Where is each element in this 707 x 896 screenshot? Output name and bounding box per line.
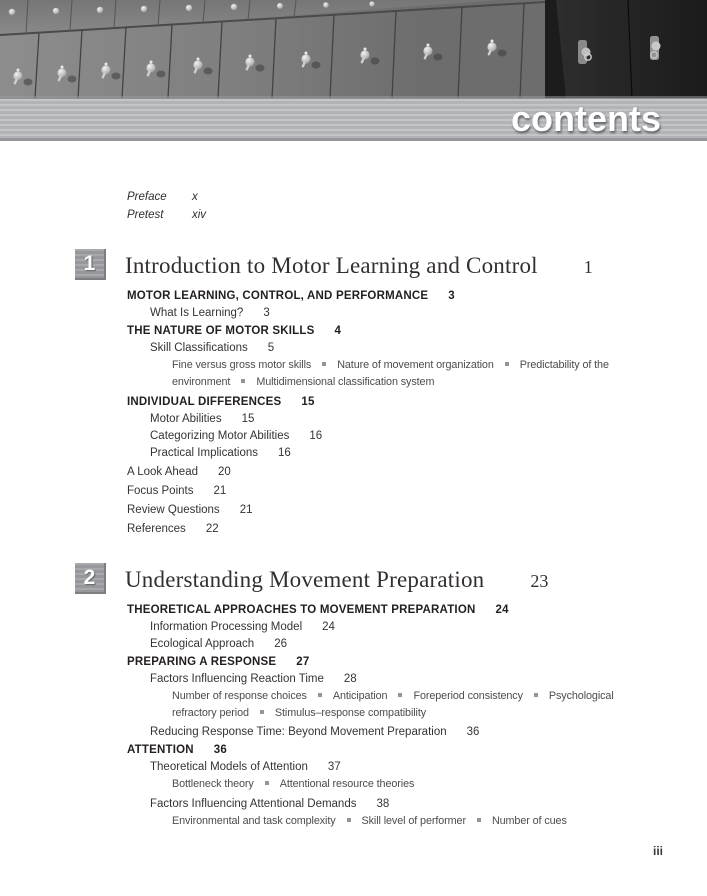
bullet-square-icon xyxy=(318,693,322,697)
chapter-title: Introduction to Motor Learning and Control xyxy=(125,253,538,278)
toc-entry-page: 16 xyxy=(309,430,323,442)
toc-topics-row xyxy=(172,357,624,390)
toc-section-row xyxy=(127,744,665,756)
toc-plain-row xyxy=(127,523,665,535)
toc-entry-label: Categorizing Motor Abilities xyxy=(150,430,290,442)
chapter-block xyxy=(75,563,665,829)
toc-subsection-row xyxy=(150,621,665,633)
topic-item: Predictability of the environment xyxy=(172,359,609,388)
topic-item: Fine versus gross motor skills xyxy=(172,359,312,371)
toc-subsection-row xyxy=(150,638,665,650)
toc-subsection-row xyxy=(150,726,665,738)
bullet-square-icon xyxy=(398,693,402,697)
chapter-heading xyxy=(75,249,665,282)
toc-entry-page: 4 xyxy=(334,325,342,337)
topic-item: Number of response choices xyxy=(172,690,307,702)
bullet-square-icon xyxy=(322,362,326,366)
toc-entry-page: 37 xyxy=(327,761,341,773)
chapter-block xyxy=(75,249,665,535)
topic-item: Foreperiod consistency xyxy=(413,690,523,702)
bullet-square-icon xyxy=(241,379,245,383)
toc-entry-page: 3 xyxy=(448,290,455,302)
toc-section-row xyxy=(127,396,665,408)
toc-entry-label: MOTOR LEARNING, CONTROL, AND PERFORMANCE xyxy=(127,290,429,302)
toc-section-row xyxy=(127,290,665,302)
topic-item: Nature of movement organization xyxy=(337,359,494,371)
topic-item: Number of cues xyxy=(491,814,567,827)
toc-entry-label: Focus Points xyxy=(127,485,194,497)
topic-item: Environmental and task complexity xyxy=(172,814,336,827)
toc-topics-row xyxy=(172,813,624,830)
topic-item: Anticipation xyxy=(332,690,388,702)
chapter-page-number: 1 xyxy=(583,257,593,277)
chapter-title: Understanding Movement Preparation xyxy=(125,567,485,592)
toc-entry-label: Reducing Response Time: Beyond Movement Preparation xyxy=(150,726,447,738)
toc-subsection-row xyxy=(150,342,665,354)
toc-entry-page: 28 xyxy=(343,673,357,685)
front-matter-row xyxy=(127,209,665,221)
toc-plain-row xyxy=(127,466,665,478)
toc-subsection-row xyxy=(150,430,665,442)
chapter-number-badge: 1 xyxy=(75,249,106,280)
toc-entry-page: 21 xyxy=(213,485,227,497)
toc-entry-page: 15 xyxy=(301,396,315,408)
toc-entry-label: ATTENTION xyxy=(127,744,194,756)
chapter-entries xyxy=(127,290,665,535)
toc-entry-label: PREPARING A RESPONSE xyxy=(127,656,277,668)
bullet-square-icon xyxy=(477,818,481,822)
toc-entry-page: 24 xyxy=(495,604,509,616)
chapter-heading xyxy=(75,563,665,596)
toc-subsection-row xyxy=(150,307,665,319)
toc-entry-page: 3 xyxy=(263,307,270,319)
toc-entry-label: Factors Influencing Attentional Demands xyxy=(150,797,357,810)
toc-topics-row xyxy=(172,688,624,721)
toc-entry-label: THEORETICAL APPROACHES TO MOVEMENT PREPARATION xyxy=(127,604,476,616)
chapter-list xyxy=(75,249,665,829)
toc-entry-label: A Look Ahead xyxy=(127,466,198,478)
toc-subsection-row xyxy=(150,447,665,459)
front-matter-page: x xyxy=(192,191,198,203)
chapter-number-badge: 2 xyxy=(75,563,106,594)
toc-entry-label: Factors Influencing Reaction Time xyxy=(150,673,324,685)
toc-entry-page: 27 xyxy=(296,656,310,668)
page-title: contents xyxy=(510,98,661,139)
topic-item: Stimulus–response compatibility xyxy=(274,706,427,719)
toc-entry-page: 20 xyxy=(217,466,231,478)
front-matter-page: xiv xyxy=(192,209,207,221)
toc-entry-label: Information Processing Model xyxy=(150,621,303,633)
topic-item: Skill level of performer xyxy=(361,814,466,827)
toc-subsection-row xyxy=(150,413,665,425)
toc-topics-row xyxy=(172,776,624,793)
toc-entry-page: 38 xyxy=(376,797,390,810)
toc-entry-label: Practical Implications xyxy=(150,447,259,459)
toc-entry-label: Review Questions xyxy=(127,504,220,516)
toc-entry-label: Skill Classifications xyxy=(150,342,248,354)
toc-entry-page: 26 xyxy=(274,638,288,650)
toc-entry-page: 16 xyxy=(278,447,291,459)
toc-entry-page: 24 xyxy=(322,621,335,633)
chapter-entries xyxy=(127,604,665,829)
toc-entry-label: Motor Abilities xyxy=(150,413,222,425)
front-matter xyxy=(127,191,665,221)
front-matter-row xyxy=(127,191,665,203)
topic-item: Psychological refractory period xyxy=(172,690,614,719)
topic-item: Attentional resource theories xyxy=(279,778,415,790)
topic-item: Multidimensional classification system xyxy=(256,375,435,388)
toc-subsection-row xyxy=(150,798,665,810)
toc-entry-page: 21 xyxy=(239,504,253,516)
toc-plain-row xyxy=(127,504,665,516)
toc-entry-page: 15 xyxy=(241,413,255,425)
bullet-square-icon xyxy=(534,693,538,697)
toc-section-row xyxy=(127,656,665,668)
toc-section-row xyxy=(127,325,665,337)
front-matter-label: Pretest xyxy=(127,209,164,221)
chapter-page-number: 23 xyxy=(530,571,549,591)
toc-subsection-row xyxy=(150,761,665,773)
toc-entry-label: Theoretical Models of Attention xyxy=(150,761,308,773)
bullet-square-icon xyxy=(265,781,269,785)
folio-page-number: iii xyxy=(652,844,663,858)
topic-item: Bottleneck theory xyxy=(172,778,254,790)
lockers-photo xyxy=(0,0,707,98)
front-matter-label: Preface xyxy=(127,191,167,203)
bullet-square-icon xyxy=(347,818,351,822)
toc-entry-label: THE NATURE OF MOTOR SKILLS xyxy=(127,325,315,337)
toc-entry-page: 22 xyxy=(205,523,219,535)
bullet-square-icon xyxy=(260,710,264,714)
toc-entry-label: INDIVIDUAL DIFFERENCES xyxy=(127,396,282,408)
toc-entry-label: What Is Learning? xyxy=(150,307,244,319)
contents-banner xyxy=(0,98,707,141)
toc-entry-page: 36 xyxy=(466,726,480,738)
toc-entry-page: 36 xyxy=(213,744,227,756)
toc-subsection-row xyxy=(150,673,665,685)
toc-content xyxy=(75,141,665,832)
toc-section-row xyxy=(127,604,665,616)
bullet-square-icon xyxy=(505,362,509,366)
toc-plain-row xyxy=(127,485,665,497)
toc-entry-label: Ecological Approach xyxy=(150,638,255,650)
toc-entry-page: 5 xyxy=(267,342,275,354)
toc-entry-label: References xyxy=(127,523,186,535)
